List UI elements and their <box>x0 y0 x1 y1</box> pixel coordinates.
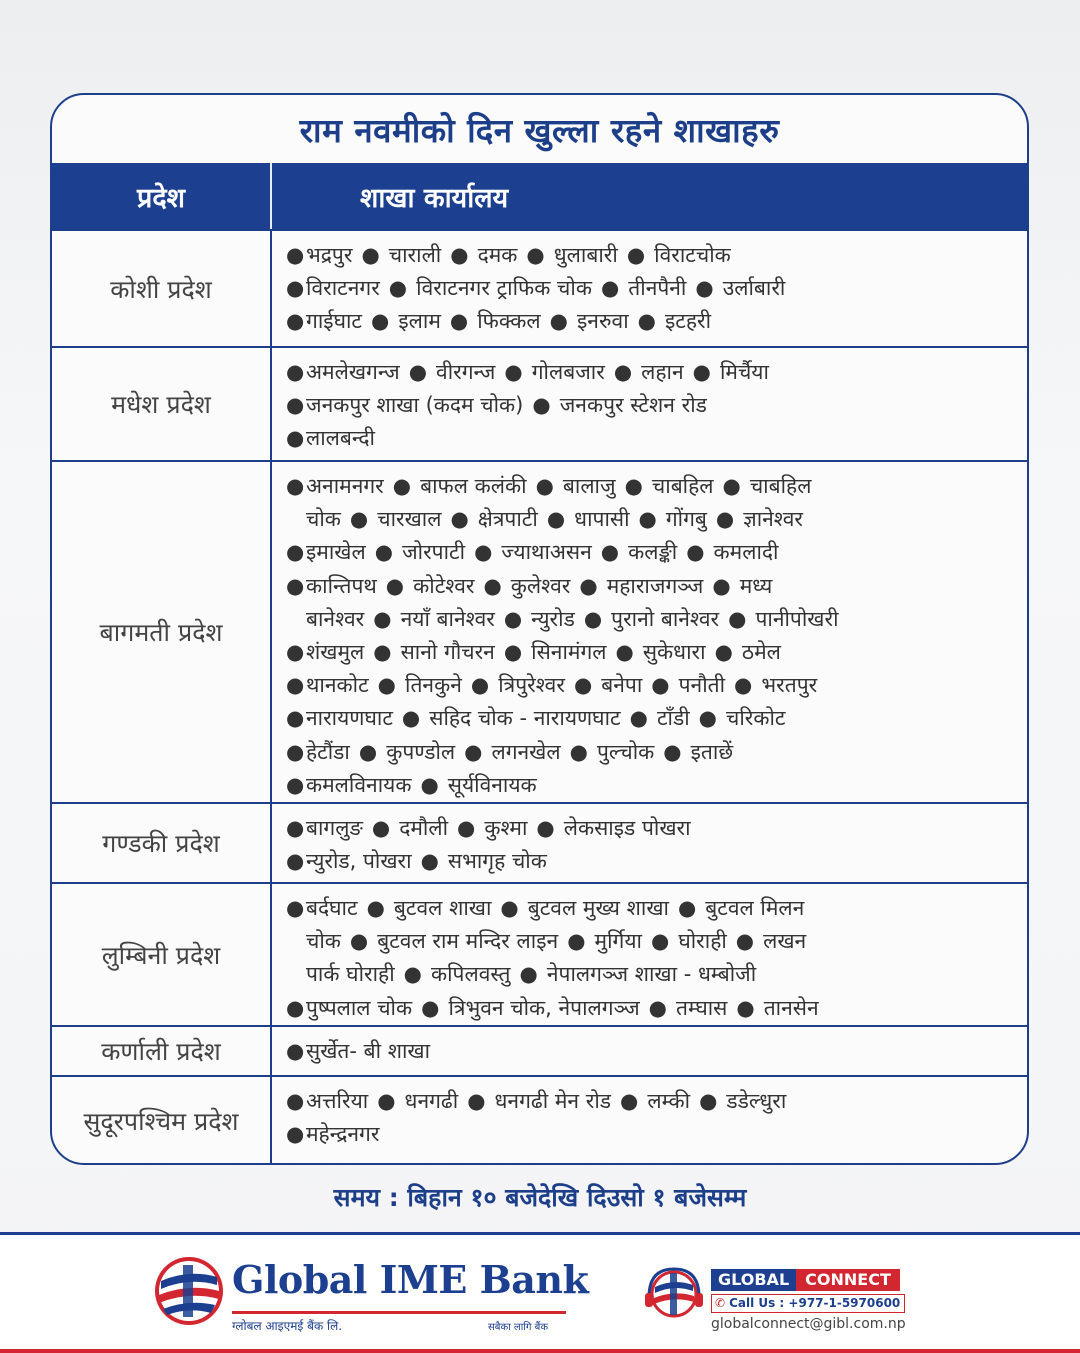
branch-item: चरिकोट <box>725 706 786 731</box>
bullet-separator-icon: ● <box>569 739 588 764</box>
bullet-separator-icon: ● <box>526 243 545 267</box>
bullet-separator-icon: ● <box>620 1089 639 1113</box>
bullet-separator-icon: ● <box>450 243 469 267</box>
branch-item: महेन्द्रनगर <box>306 1122 380 1147</box>
branch-line <box>286 769 1013 802</box>
branch-item: चोक <box>306 929 341 954</box>
branches-card <box>50 93 1029 1165</box>
branch-line <box>286 536 1013 569</box>
branch-item: धनगढी मेन रोड <box>494 1089 611 1113</box>
branch-line <box>286 892 1013 925</box>
branch-line <box>286 422 1013 455</box>
branch-item: सानो गौचरन <box>400 640 495 665</box>
branch-item: जनकपुर स्टेशन रोड <box>559 393 707 418</box>
branch-line <box>286 669 1013 702</box>
branch-item: ज्ञानेश्वर <box>743 507 803 532</box>
bullet-separator-icon: ● <box>483 573 502 598</box>
bullet-separator-icon: ● <box>420 849 439 874</box>
bullet-icon: ● <box>286 243 305 267</box>
branch-line <box>286 812 1013 845</box>
bullet-separator-icon: ● <box>549 309 568 334</box>
header-branch: शाखा कार्यालय <box>360 182 509 214</box>
branch-item: नयाँ बानेश्वर <box>400 606 495 631</box>
branch-item: चाराली <box>388 243 442 267</box>
branch-item: कमलादी <box>713 540 779 565</box>
bullet-separator-icon: ● <box>626 243 646 267</box>
bullet-separator-icon: ● <box>722 474 741 498</box>
bullet-separator-icon: ● <box>503 640 523 665</box>
bullet-icon: ● <box>286 640 305 665</box>
table-row <box>52 802 1027 882</box>
bullet-separator-icon: ● <box>392 474 412 498</box>
branch-item: चाबहिल <box>749 474 812 498</box>
branch-item: कपिलवस्तु <box>430 962 511 987</box>
branch-item: इटहरी <box>664 309 712 334</box>
bullet-separator-icon: ● <box>377 673 396 698</box>
brand-underline <box>232 1311 566 1314</box>
bullet-separator-icon: ● <box>519 962 538 987</box>
branch-line <box>286 992 1013 1025</box>
branch-item: बालाजु <box>562 474 616 498</box>
call-us-text: Call Us : +977-1-5970600 <box>729 1296 901 1310</box>
branch-list <box>272 1027 1027 1075</box>
branch-item: मिर्चैया <box>719 360 769 384</box>
table-row <box>52 460 1027 802</box>
bullet-separator-icon: ● <box>377 1089 396 1113</box>
branch-line <box>286 1035 1013 1068</box>
bullet-icon: ● <box>286 1122 305 1147</box>
bullet-separator-icon: ● <box>401 706 421 731</box>
branch-item: लगनखेल <box>491 739 561 764</box>
branch-item: पार्क घोराही <box>306 962 395 987</box>
branch-item: कुश्मा <box>484 816 528 840</box>
branch-item: विराटनगर <box>306 276 380 301</box>
bullet-icon: ● <box>286 540 305 565</box>
branch-list <box>272 231 1027 346</box>
bullet-icon: ● <box>286 474 305 498</box>
branch-item: न्युरोड, पोखरा <box>306 849 412 874</box>
bullet-separator-icon: ● <box>735 929 755 954</box>
branch-item: फिक्कल <box>477 309 541 334</box>
bullet-icon: ● <box>286 309 305 334</box>
bullet-separator-icon: ● <box>648 995 667 1020</box>
branch-item: सहिद चोक - नारायणघाट <box>429 706 621 731</box>
table-row <box>52 1025 1027 1075</box>
bullet-separator-icon: ● <box>546 507 566 532</box>
bullet-separator-icon: ● <box>361 243 380 267</box>
bullet-separator-icon: ● <box>728 606 747 631</box>
bullet-separator-icon: ● <box>457 816 476 840</box>
bullet-separator-icon: ● <box>613 360 633 384</box>
branch-item: अत्तरिया <box>306 1089 369 1113</box>
table-header <box>52 163 1027 229</box>
branch-item: भरतपुर <box>761 673 818 698</box>
table-row <box>52 229 1027 346</box>
global-connect-b: CONNECT <box>796 1269 900 1291</box>
bullet-separator-icon: ● <box>450 507 469 532</box>
bullet-separator-icon: ● <box>734 673 753 698</box>
branch-line <box>286 702 1013 735</box>
bullet-separator-icon: ● <box>663 739 682 764</box>
table-row <box>52 882 1027 1025</box>
branch-item: सुर्खेत- बी शाखा <box>306 1039 431 1063</box>
bullet-icon: ● <box>286 706 305 731</box>
branch-item: बर्दघाट <box>306 896 358 920</box>
bullet-separator-icon: ● <box>503 606 523 631</box>
branch-line <box>286 503 1013 536</box>
branch-line <box>286 1085 1013 1118</box>
bank-name: Global IME Bank <box>232 1257 589 1302</box>
branch-list <box>272 462 1027 802</box>
branch-item: मध्य <box>739 573 773 598</box>
bullet-separator-icon: ● <box>467 1089 486 1113</box>
bullet-separator-icon: ● <box>567 929 586 954</box>
branch-item: लेकसाइड पोखरा <box>563 816 691 840</box>
branch-item: लखन <box>763 929 807 954</box>
branch-item: पुल्चोक <box>596 739 655 764</box>
branch-item: न्युरोड <box>531 606 575 631</box>
branch-item: कुपण्डोल <box>386 739 456 764</box>
branch-item: विराटनगर ट्राफिक चोक <box>416 276 592 301</box>
branch-item: पुरानो बानेश्वर <box>611 606 720 631</box>
branch-item: कोटेश्वर <box>413 573 475 598</box>
bullet-separator-icon: ● <box>698 706 717 731</box>
bullet-separator-icon: ● <box>686 540 705 565</box>
branch-item: बागलुङ <box>306 816 363 840</box>
branch-item: विराटचोक <box>654 243 731 267</box>
bullet-separator-icon: ● <box>573 673 593 698</box>
branch-line <box>286 636 1013 669</box>
branch-item: लहान <box>641 360 684 384</box>
bullet-separator-icon: ● <box>714 640 733 665</box>
branch-item: अनामनगर <box>306 474 384 498</box>
bullet-separator-icon: ● <box>579 573 598 598</box>
branch-line <box>286 470 1013 503</box>
bullet-separator-icon: ● <box>421 995 440 1020</box>
branch-item: ठमेल <box>741 640 781 665</box>
branch-item: इनरुवा <box>577 309 629 334</box>
branch-item: पनौती <box>678 673 726 698</box>
bullet-separator-icon: ● <box>651 673 670 698</box>
bullet-separator-icon: ● <box>373 606 392 631</box>
branch-item: बाफल कलंकी <box>420 474 527 498</box>
bullet-separator-icon: ● <box>624 474 643 498</box>
contact-email[interactable]: globalconnect@gibl.com.np <box>711 1316 906 1332</box>
bullet-separator-icon: ● <box>736 995 755 1020</box>
branch-item: बानेश्वर <box>306 606 365 631</box>
branch-item: दमौली <box>399 816 449 840</box>
bullet-separator-icon: ● <box>600 540 620 565</box>
branch-item: महाराजगञ्ज <box>606 573 704 598</box>
bullet-icon: ● <box>286 849 305 874</box>
table-row <box>52 1075 1027 1164</box>
branch-item: त्रिभुवन चोक, नेपालगञ्ज <box>448 995 640 1020</box>
bullet-icon: ● <box>286 1039 305 1063</box>
bullet-separator-icon: ● <box>449 309 469 334</box>
bullet-separator-icon: ● <box>637 309 656 334</box>
bullet-icon: ● <box>286 276 305 301</box>
branch-line <box>286 305 1013 338</box>
branch-line <box>286 925 1013 958</box>
branch-item: बुटवल मुख्य शाखा <box>527 896 669 920</box>
bullet-separator-icon: ● <box>692 360 711 384</box>
bullet-separator-icon: ● <box>470 673 490 698</box>
bullet-icon: ● <box>286 995 305 1020</box>
bullet-icon: ● <box>286 673 305 698</box>
bullet-icon: ● <box>286 772 305 797</box>
branch-line <box>286 736 1013 769</box>
branch-item: बनेपा <box>601 673 643 698</box>
branch-item: घोराही <box>678 929 727 954</box>
page-title: राम नवमीको दिन खुल्ला रहने शाखाहरु <box>299 110 780 150</box>
bullet-separator-icon: ● <box>374 540 394 565</box>
branch-item: पुष्पलाल चोक <box>306 995 413 1020</box>
bullet-separator-icon: ● <box>474 540 493 565</box>
branch-item: सिनामंगल <box>531 640 607 665</box>
branch-item: गाईघाट <box>306 309 363 334</box>
branch-item: दमक <box>477 243 518 267</box>
branch-item: धुलाबारी <box>553 243 618 267</box>
bullet-separator-icon: ● <box>600 276 620 301</box>
bullet-separator-icon: ● <box>371 309 390 334</box>
bullet-icon: ● <box>286 360 305 384</box>
branch-item: तम्घास <box>676 995 728 1020</box>
call-us-box[interactable] <box>711 1294 905 1313</box>
branch-item: मुर्गिया <box>594 929 642 954</box>
branch-item: चारखाल <box>377 507 442 532</box>
branch-line <box>286 1118 1013 1151</box>
timing-text: समय : बिहान १० बजेदेखि दिउसो १ बजेसम्म <box>333 1183 747 1212</box>
bullet-separator-icon: ● <box>349 929 369 954</box>
bullet-separator-icon: ● <box>464 739 483 764</box>
branch-line <box>286 570 1013 603</box>
branch-list <box>272 884 1027 1025</box>
branch-line <box>286 845 1013 878</box>
branch-item: शंखमुल <box>306 640 365 665</box>
bullet-icon: ● <box>286 393 305 418</box>
province-name: गण्डकी प्रदेश <box>52 804 272 882</box>
bullet-separator-icon: ● <box>349 507 369 532</box>
branch-item: गोलबजार <box>531 360 605 384</box>
bullet-icon: ● <box>286 573 305 598</box>
footer <box>0 1232 1080 1353</box>
branch-item: ज्याथाअसन <box>501 540 592 565</box>
province-name: कोशी प्रदेश <box>52 231 272 346</box>
province-name: सुदूरपश्चिम प्रदेश <box>52 1077 272 1164</box>
branch-item: नारायणघाट <box>306 706 393 731</box>
bullet-icon: ● <box>286 1089 305 1113</box>
branch-item: गोंगबु <box>665 507 707 532</box>
branch-item: पानीपोखरी <box>755 606 839 631</box>
bullet-separator-icon: ● <box>695 276 714 301</box>
branch-item: इलाम <box>398 309 441 334</box>
bullet-separator-icon: ● <box>715 507 735 532</box>
branch-item: तिनकुने <box>405 673 462 698</box>
branch-item: उर्लाबारी <box>722 276 786 301</box>
branch-item: धापासी <box>574 507 630 532</box>
branch-item: नेपालगञ्ज शाखा - धम्बोजी <box>546 962 757 987</box>
branch-item: बुटवल मिलन <box>705 896 805 920</box>
bullet-separator-icon: ● <box>371 816 391 840</box>
branch-line <box>286 272 1013 305</box>
bullet-icon: ● <box>286 816 305 840</box>
phone-icon: ✆ <box>715 1296 726 1310</box>
bullet-separator-icon: ● <box>629 706 648 731</box>
province-name: मधेश प्रदेश <box>52 348 272 460</box>
bank-tagline: सबैका लागि बैंक <box>488 1322 549 1333</box>
branch-line <box>286 389 1013 422</box>
branch-item: लम्की <box>647 1089 691 1113</box>
bullet-separator-icon: ● <box>638 507 657 532</box>
branch-item: कान्तिपथ <box>306 573 377 598</box>
province-name: कर्णाली प्रदेश <box>52 1027 272 1075</box>
bullet-separator-icon: ● <box>677 896 697 920</box>
global-connect-label <box>711 1269 900 1291</box>
bullet-separator-icon: ● <box>504 360 523 384</box>
branch-item: बुटवल शाखा <box>393 896 492 920</box>
branch-item: इताछें <box>690 739 734 764</box>
branch-item: चोक <box>306 507 341 532</box>
branch-item: बुटवल राम मन्दिर लाइन <box>377 929 559 954</box>
branch-item: तानसेन <box>763 995 819 1020</box>
bullet-icon: ● <box>286 739 305 764</box>
bullet-separator-icon: ● <box>615 640 634 665</box>
branch-item: हेटौंडा <box>306 739 350 764</box>
branch-item: भद्रपुर <box>306 243 353 267</box>
bullet-separator-icon: ● <box>651 929 670 954</box>
branch-item: वीरगन्ज <box>436 360 496 384</box>
table-row <box>52 346 1027 460</box>
bullet-separator-icon: ● <box>408 360 428 384</box>
branch-item: धनगढी <box>404 1089 459 1113</box>
branch-line <box>286 603 1013 636</box>
header-province: प्रदेश <box>52 163 272 229</box>
bullet-icon: ● <box>286 426 305 451</box>
branch-item: क्षेत्रपाटी <box>477 507 538 532</box>
branch-item: त्रिपुरेश्वर <box>498 673 565 698</box>
bullet-separator-icon: ● <box>699 1089 718 1113</box>
branch-item: सभागृह चोक <box>447 849 547 874</box>
bullet-separator-icon: ● <box>420 772 439 797</box>
province-name: बागमती प्रदेश <box>52 462 272 802</box>
table-body <box>52 229 1027 1164</box>
branch-item: कमलविनायक <box>306 772 412 797</box>
headset-globe-icon <box>643 1263 705 1325</box>
branch-item: सुकेधारा <box>642 640 706 665</box>
branch-item: अमलेखगन्ज <box>306 360 400 384</box>
bullet-separator-icon: ● <box>385 573 405 598</box>
bullet-separator-icon: ● <box>500 896 519 920</box>
bullet-separator-icon: ● <box>583 606 603 631</box>
bullet-separator-icon: ● <box>536 816 555 840</box>
branch-item: जनकपुर शाखा (कदम चोक) <box>306 393 524 418</box>
bank-name-nepali: ग्लोबल आइएमई बैंक लि. <box>232 1319 343 1333</box>
bullet-separator-icon: ● <box>373 640 392 665</box>
branch-list <box>272 804 1027 882</box>
global-connect-a: GLOBAL <box>711 1269 796 1291</box>
bullet-separator-icon: ● <box>712 573 731 598</box>
global-ime-logo-icon <box>153 1255 225 1327</box>
branch-list <box>272 348 1027 460</box>
bullet-separator-icon: ● <box>403 962 422 987</box>
branch-line <box>286 958 1013 991</box>
bullet-separator-icon: ● <box>366 896 385 920</box>
branch-item: चाबहिल <box>651 474 714 498</box>
branch-item: कलङ्की <box>628 540 678 565</box>
branch-line <box>286 356 1013 389</box>
bullet-separator-icon: ● <box>388 276 408 301</box>
branch-item: सूर्यविनायक <box>447 772 537 797</box>
branch-item: टाँडी <box>656 706 690 731</box>
branch-item: जोरपाटी <box>402 540 466 565</box>
bullet-separator-icon: ● <box>535 474 554 498</box>
branch-list <box>272 1077 1027 1164</box>
branch-item: तीनपैनी <box>628 276 687 301</box>
bullet-separator-icon: ● <box>532 393 551 418</box>
province-name: लुम्बिनी प्रदेश <box>52 884 272 1025</box>
branch-item: कुलेश्वर <box>510 573 571 598</box>
branch-item: इमाखेल <box>306 540 366 565</box>
branch-item: लालबन्दी <box>306 426 375 451</box>
branch-item: थानकोट <box>306 673 369 698</box>
bullet-separator-icon: ● <box>358 739 378 764</box>
bullet-icon: ● <box>286 896 305 920</box>
branch-line <box>286 239 1013 272</box>
branch-item: डडेल्धुरा <box>726 1089 787 1113</box>
